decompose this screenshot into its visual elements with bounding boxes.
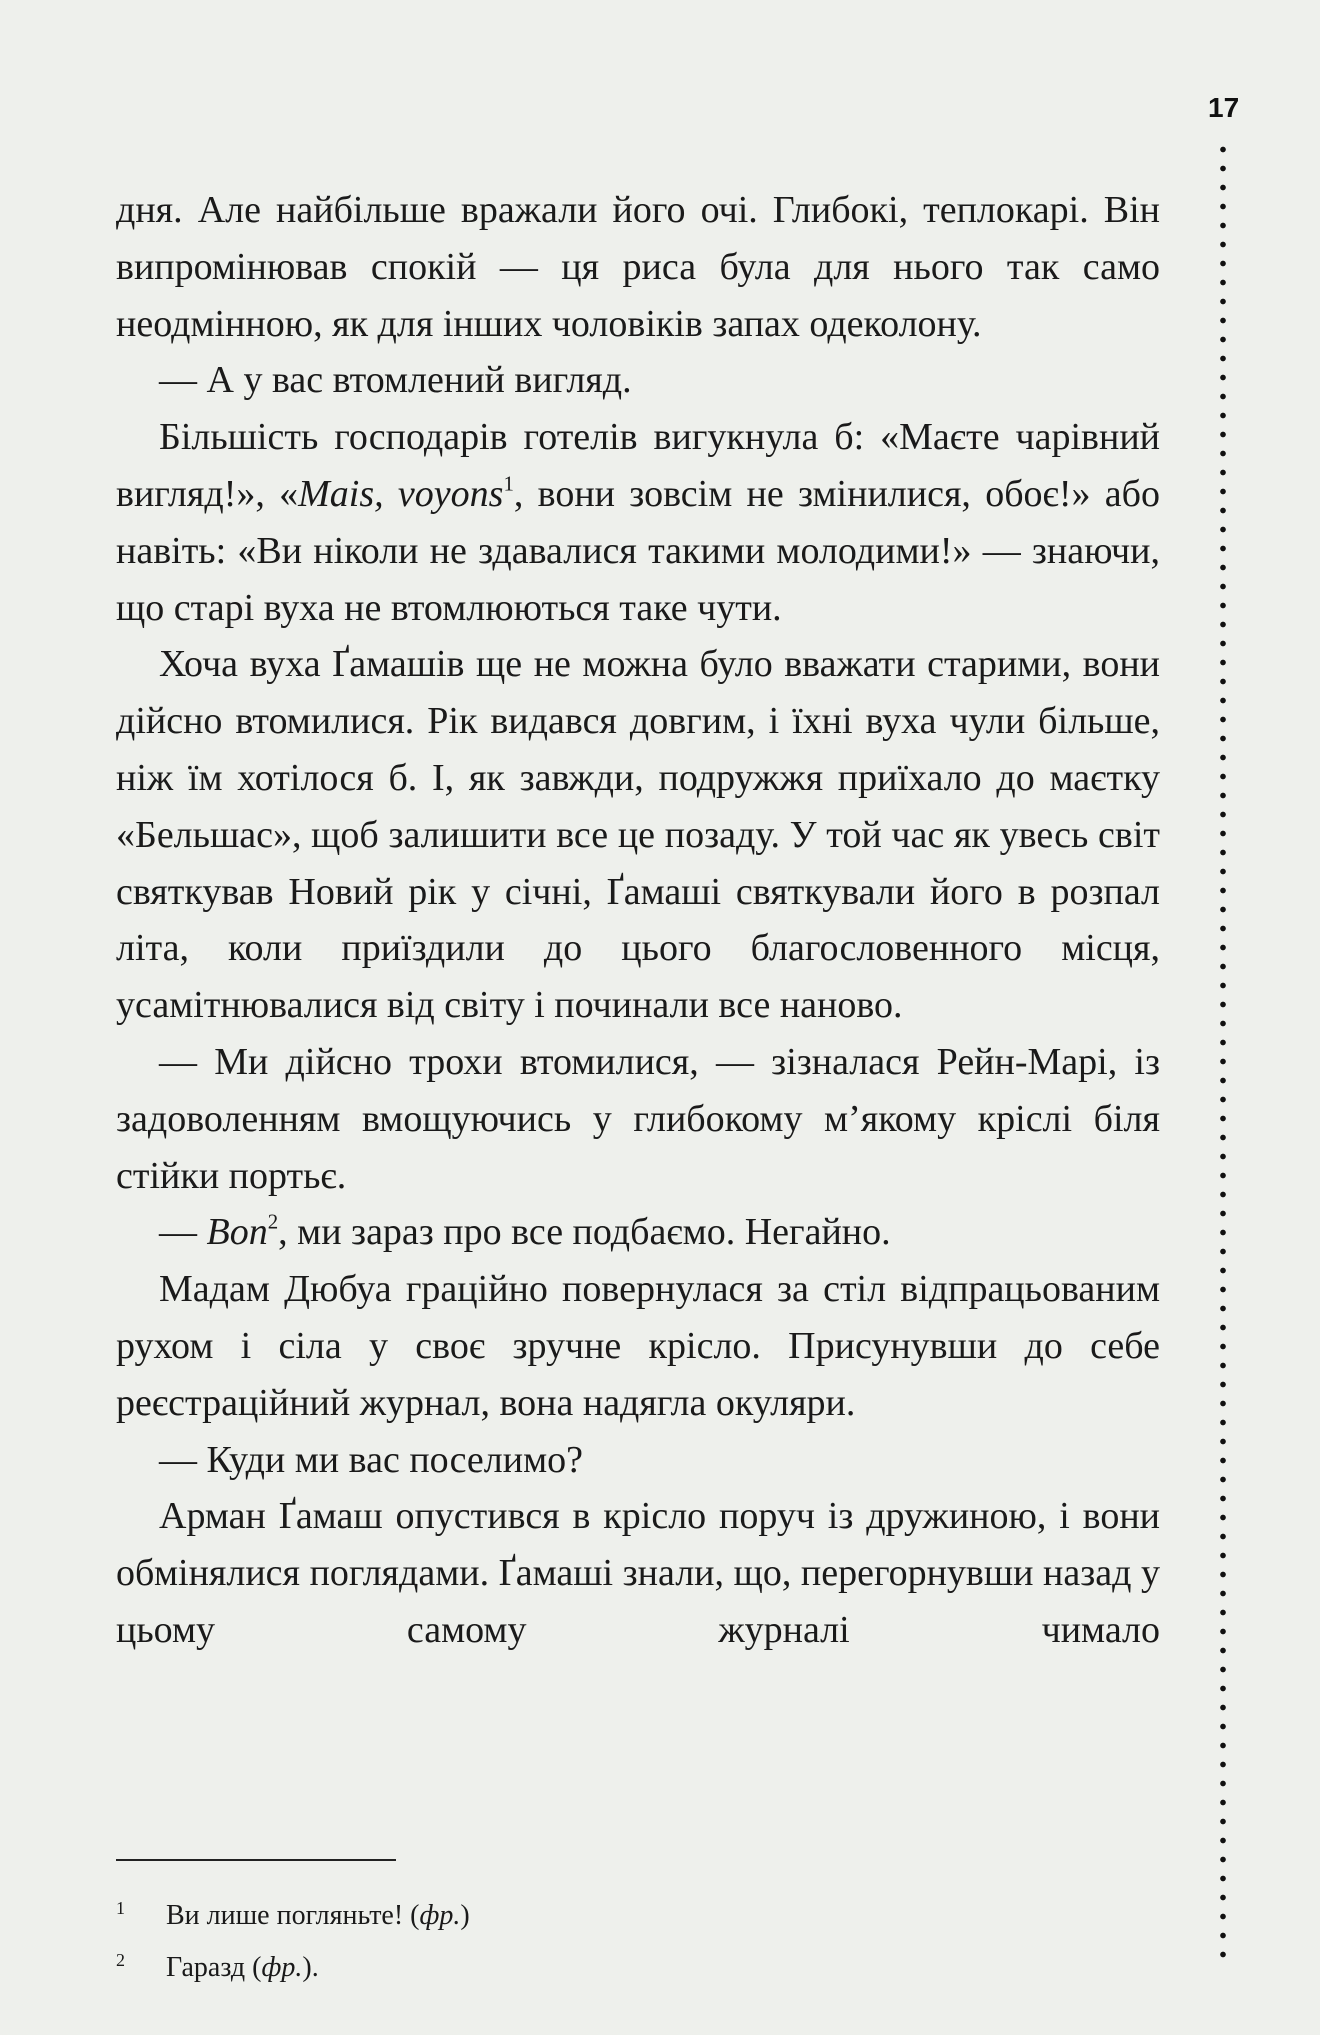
text-run: — А у вас втомлений вигляд. — [159, 359, 632, 402]
body-text — [116, 182, 1160, 1659]
text-run: — Куди ми вас поселимо? — [159, 1438, 584, 1481]
text-run: — Ми дійсно трохи втомилися, — зізналася Рейн-Марі, із задоволенням вмощуючись у глибокому м’якому кріслі біля стійки портьє. — [116, 1040, 1160, 1197]
text-run: Гаразд ( — [166, 1952, 262, 1983]
text-run: Хоча вуха Ґамашів ще не можна було вважати старими, вони дійсно втомилися. Рік видався довгим, і їхні вуха чули більше, ніж їм хотілося б. І, як завжди, подружжя приїхало до маєтку «Бельшас», щоб залишити все це позаду. У той час як увесь світ святкував Новий рік у січні, Ґамаші святкували його в розпал літа, коли приїздили до цього благословенного місця, усамітнювалися від світу і починали все наново. — [116, 643, 1160, 1027]
footnote — [116, 1890, 1160, 1942]
italic-text: фр. — [419, 1900, 461, 1931]
paragraph — [116, 1488, 1160, 1658]
footnotes — [116, 1890, 1160, 1994]
italic-text: Mais, voyons — [298, 472, 504, 515]
page-number: 17 — [1208, 92, 1240, 123]
paragraph — [116, 1204, 1160, 1261]
text-run: Мадам Дюбуа грацiйно повернулася за стіл відпрацьованим рухом і сіла у своє зручне крісло. Присунувши до себе реєстраційний журнал, вона надягла окуляри. — [116, 1268, 1160, 1424]
footnote-ref: 1 — [503, 471, 514, 496]
paragraph — [116, 1261, 1160, 1431]
footnote-ref: 2 — [267, 1209, 279, 1234]
footnote-divider — [116, 1859, 396, 1861]
paragraph — [116, 1034, 1160, 1204]
paragraph — [116, 1432, 1160, 1489]
text-run: Ви лише погляньте! ( — [166, 1900, 420, 1931]
text-run: ) — [460, 1900, 470, 1931]
dotted-margin-rule — [1218, 140, 1228, 1960]
paragraph — [116, 636, 1160, 1034]
footnote-mark: 1 — [116, 1898, 125, 1918]
text-run: дня. Але найбільше вражали його очі. Глибокі, теплокарі. Він випромінював спокій — ця риса була для нього так само неодмінною, як для інших чоловіків запах одеколону. — [116, 189, 1160, 345]
footnote-mark: 2 — [116, 1950, 125, 1970]
italic-text: фр. — [261, 1952, 303, 1983]
paragraph — [116, 182, 1160, 352]
text-run: Більшість господарів готелів вигукнула б: «Маєте чарівний вигляд!», « — [116, 416, 1160, 515]
paragraph — [116, 352, 1160, 409]
italic-text: Bon — [206, 1211, 268, 1254]
text-run: , вони зовсім не змінилися, обоє!» або навіть: «Ви ніколи не здавалися такими молодими!» — знаючи, що старі вуха не втомлюються таке чути. — [116, 472, 1160, 629]
text-run: , ми зараз про все подбаємо. Негайно. — [278, 1211, 891, 1254]
text-run: — — [159, 1211, 207, 1254]
paragraph — [116, 409, 1160, 636]
text-run: ). — [302, 1952, 319, 1983]
footnote — [116, 1942, 1160, 1994]
text-run: Арман Ґамаш опустився в крісло поруч із дружиною, і вони обмінялися поглядами. Ґамаші знали, що, перегорнувши назад у цьому самому журналі чимало — [116, 1495, 1160, 1651]
